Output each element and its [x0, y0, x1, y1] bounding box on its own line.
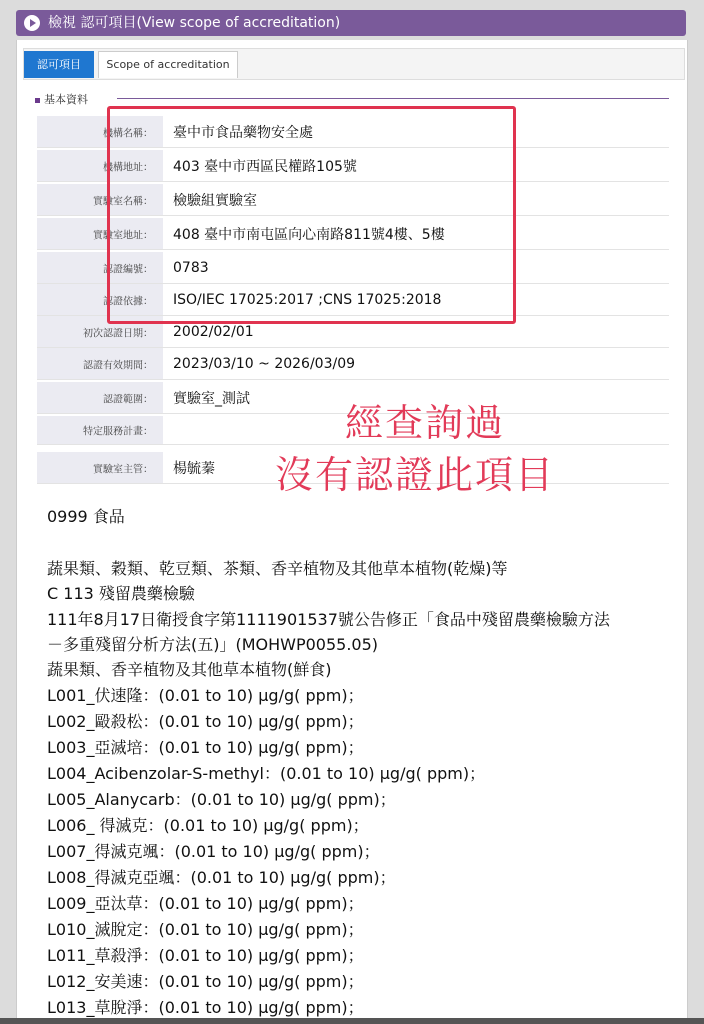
content-line: L013_草脫淨：(0.01 to 10) μg/g( ppm)；: [47, 998, 364, 1017]
tab-accreditation-items[interactable]: 認可項目: [24, 51, 94, 78]
info-label: 初次認證日期：: [83, 328, 153, 339]
section-title: 基本資料: [44, 93, 88, 106]
highlight-box: [107, 106, 516, 324]
content-line: 0999 食品: [47, 507, 125, 526]
content-panel: [16, 40, 688, 1024]
content-line: L004_Acibenzolar-S-methyl：(0.01 to 10) μg/g( ppm)；: [47, 764, 486, 783]
content-line: L003_亞滅培：(0.01 to 10) μg/g( ppm)；: [47, 738, 364, 757]
content-line: 111年8月17日衛授食字第1111901537號公告修正「食品中殘留農藥檢驗方法: [47, 610, 610, 629]
content-line: L012_安美速：(0.01 to 10) μg/g( ppm)；: [47, 972, 364, 991]
content-line: L005_Alanycarb：(0.01 to 10) μg/g( ppm)；: [47, 790, 396, 809]
content-line: L010_滅脫定：(0.01 to 10) μg/g( ppm)；: [47, 920, 364, 939]
info-value: 403 臺中市西區民權路105號: [173, 158, 357, 175]
info-label: 認證範圍：: [103, 394, 153, 405]
info-label: 機構名稱：: [103, 128, 153, 139]
info-label: 認證編號：: [103, 264, 153, 275]
section-divider: [117, 98, 669, 99]
info-label: 實驗室地址：: [93, 230, 153, 241]
info-value: 楊毓蓁: [173, 460, 215, 477]
info-value: ISO/IEC 17025:2017 ;CNS 17025:2018: [173, 291, 442, 308]
content-line: C 113 殘留農藥檢驗: [47, 584, 195, 603]
info-value: 檢驗組實驗室: [173, 192, 257, 209]
section-heading: [35, 91, 88, 107]
content-line: 蔬果類、穀類、乾豆類、茶類、香辛植物及其他草本植物(乾燥)等: [47, 559, 508, 578]
content-line: L011_草殺淨：(0.01 to 10) μg/g( ppm)；: [47, 946, 364, 965]
window-title: 檢視 認可項目(View scope of accreditation): [48, 15, 341, 31]
content-line: 蔬果類、香辛植物及其他草本植物(鮮食): [47, 660, 332, 679]
content-line: L002_毆殺松：(0.01 to 10) μg/g( ppm)；: [47, 712, 364, 731]
info-value: 408 臺中市南屯區向心南路811號4樓、5樓: [173, 226, 445, 243]
tab-scope-of-accreditation[interactable]: Scope of accreditation: [98, 51, 238, 78]
info-value: 0783: [173, 259, 209, 276]
info-label: 特定服務計畫：: [83, 426, 153, 438]
annotation-line-1: 經查詢過: [345, 401, 506, 445]
info-value: 2002/02/01: [173, 323, 254, 340]
info-row-validity-period: [37, 348, 669, 380]
info-value: 臺中市食品藥物安全處: [173, 124, 313, 141]
window-title-bar: [16, 10, 686, 36]
bottom-scroll-edge: [0, 1018, 704, 1024]
info-label: 認證依據：: [103, 296, 153, 307]
info-value: 實驗室_測試: [173, 390, 250, 407]
content-line: －多重殘留分析方法(五)」(MOHWP0055.05): [47, 635, 379, 654]
content-line: L006_ 得滅克：(0.01 to 10) μg/g( ppm)；: [47, 816, 369, 835]
info-label: 機構地址：: [103, 162, 153, 173]
content-line: L008_得滅克亞颯：(0.01 to 10) μg/g( ppm)；: [47, 868, 396, 887]
bullet-square-icon: [35, 98, 40, 103]
annotation-line-2: 沒有認證此項目: [275, 453, 556, 497]
content-line: L007_得滅克颯：(0.01 to 10) μg/g( ppm)；: [47, 842, 380, 861]
tab-bar: [23, 48, 685, 80]
content-line: L001_伏速隆：(0.01 to 10) μg/g( ppm)；: [47, 686, 364, 705]
play-icon: [24, 15, 40, 31]
info-label: 實驗室名稱：: [93, 196, 153, 207]
info-label: 實驗室主管：: [93, 464, 153, 475]
info-value: 2023/03/10 ~ 2026/03/09: [173, 355, 356, 372]
content-line: L009_亞汰草：(0.01 to 10) μg/g( ppm)；: [47, 894, 364, 913]
info-label: 認證有效期間：: [83, 360, 153, 371]
